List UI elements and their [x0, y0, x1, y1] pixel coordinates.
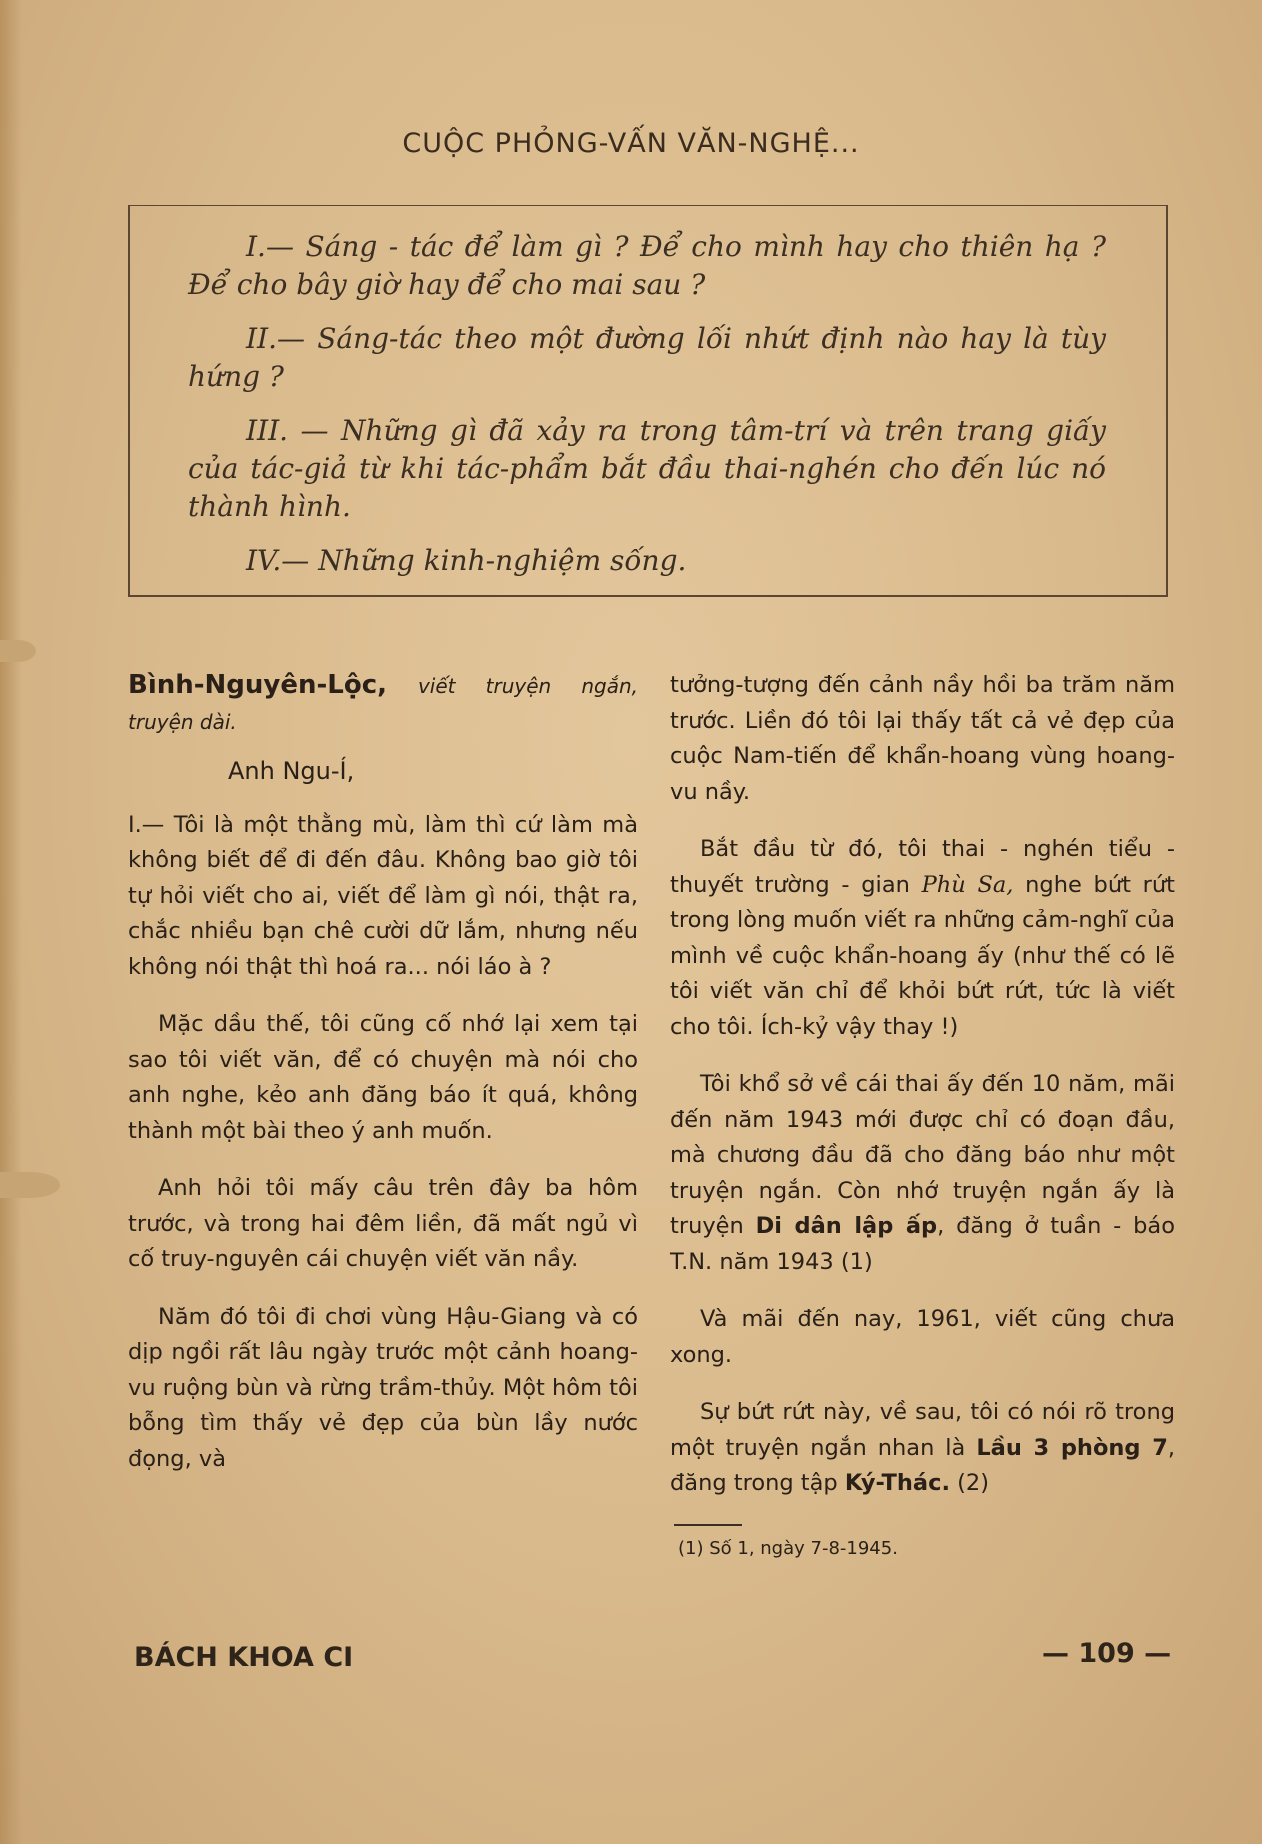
page-tear-mark: [0, 1172, 60, 1198]
body-paragraph: tưởng-tượng đến cảnh nầy hồi ba trăm năm trước. Liền đó tôi lại thấy tất cả vẻ đẹp của cuộc Nam-tiến để khẩn-hoang vùng hoang-vu nầy.: [670, 672, 1175, 805]
story-title: Lầu 3 phòng 7: [976, 1434, 1168, 1461]
body-paragraph: Mặc dầu thế, tôi cũng cố nhớ lại xem tại sao tôi viết văn, để có chuyện mà nói cho anh nghe, kẻo anh đăng báo ít quá, không thành một bài theo ý anh muốn.: [128, 1011, 638, 1144]
page-tear-mark: [0, 640, 36, 662]
text-run: nghe bứt rứt trong lòng muốn viết ra những cảm-nghĩ của mình về cuộc khẩn-hoang ấy (như thế có lẽ tôi viết văn chỉ để khỏi bứt rứt, tức là viết cho tôi. Ích-kỷ vậy thay !): [670, 871, 1175, 1040]
question-text: Những gì đã xảy ra trong tâm-trí và trên trang giấy của tác-giả từ khi tác-phẩm bắt đầu thai-nghén cho đến lúc nó thành hình.: [188, 414, 1106, 523]
question-number: IV.—: [246, 544, 310, 577]
text-run: Tôi khổ sở về cái thai ấy đến 10 năm, mãi đến năm 1943 mới được chỉ có đoạn đầu, mà chương đầu đã cho đăng báo như một truyện ngắn. Còn nhớ truyện ngắn ấy là truyện: [670, 1071, 1175, 1239]
questions-box: [128, 205, 1168, 597]
body-paragraph: I.— Tôi là một thằng mù, làm thì cứ làm mà không biết để đi đến đâu. Không bao giờ tôi tự hỏi viết cho ai, viết để làm gì nói, thật ra, chắc nhiều bạn chê cười dữ lắm, nhưng nếu không nói thật thì hoá ra... nói láo à ?: [128, 811, 638, 980]
journal-name: BÁCH KHOA CI: [134, 1642, 354, 1673]
body-paragraph: Anh hỏi tôi mấy câu trên đây ba hôm trước, và trong hai đêm liền, đã mất ngủ vì cố truy-nguyên cái chuyện viết văn nầy.: [128, 1175, 638, 1272]
question-item: [188, 542, 1106, 580]
author-line: [128, 668, 638, 740]
body-paragraph: [670, 1067, 1175, 1280]
salutation: Anh Ngu-Í,: [228, 757, 355, 785]
question-text: Những kinh-nghiệm sống.: [318, 544, 687, 577]
body-paragraph: Và mãi đến nay, 1961, viết cũng chưa xong.: [670, 1306, 1175, 1368]
author-name: Bình-Nguyên-Lộc,: [128, 670, 388, 700]
text-run: , đăng ở tuần - báo T.N. năm 1943 (1): [670, 1213, 1175, 1275]
text-run: Bắt đầu từ đó, tôi thai - nghén tiểu - thuyết trường - gian: [670, 836, 1175, 898]
running-head: CUỘC PHỎNG-VẤN VĂN-NGHỆ...: [402, 128, 860, 159]
collection-title: Ký-Thác.: [844, 1470, 950, 1496]
story-title: Di dân lập ấp: [755, 1213, 938, 1239]
footnote-rule: [674, 1524, 742, 1526]
text-run: (2): [950, 1470, 990, 1496]
page-number: — 109 —: [1042, 1638, 1172, 1669]
body-paragraph: [670, 832, 1175, 1045]
question-number: II.—: [246, 322, 306, 355]
book-title: Phù Sa,: [921, 871, 1014, 898]
question-item: [188, 320, 1106, 396]
question-item: [188, 228, 1106, 304]
question-item: [188, 412, 1106, 526]
question-number: III. —: [246, 414, 329, 447]
left-column: [128, 668, 638, 1499]
question-text: Sáng - tác để làm gì ? Để cho mình hay cho thiên hạ ? Để cho bây giờ hay để cho mai sau ?: [188, 230, 1106, 301]
body-paragraph: [670, 1395, 1175, 1502]
question-text: Sáng-tác theo một đường lối nhứt định nào hay là tùy hứng ?: [188, 322, 1106, 393]
body-paragraph: Năm đó tôi đi chơi vùng Hậu-Giang và có dịp ngồi rất lâu ngày trước một cảnh hoang-vu ruộng bùn và rừng trầm-thủy. Một hôm tôi bỗng tìm thấy vẻ đẹp của bùn lầy nước đọng, và: [128, 1303, 638, 1472]
question-number: I.—: [246, 230, 294, 263]
right-column: [670, 668, 1175, 1584]
footnote: (1) Số 1, ngày 7-8-1945.: [678, 1537, 898, 1559]
text-run: Sự bứt rứt này, về sau, tôi có nói rõ trong một truyện ngắn nhan là: [670, 1399, 1175, 1461]
author-note: viết truyện ngắn, truyện dài.: [128, 674, 638, 734]
page-edge-shadow: [0, 0, 22, 1844]
text-run: , đăng trong tập: [670, 1434, 1176, 1496]
